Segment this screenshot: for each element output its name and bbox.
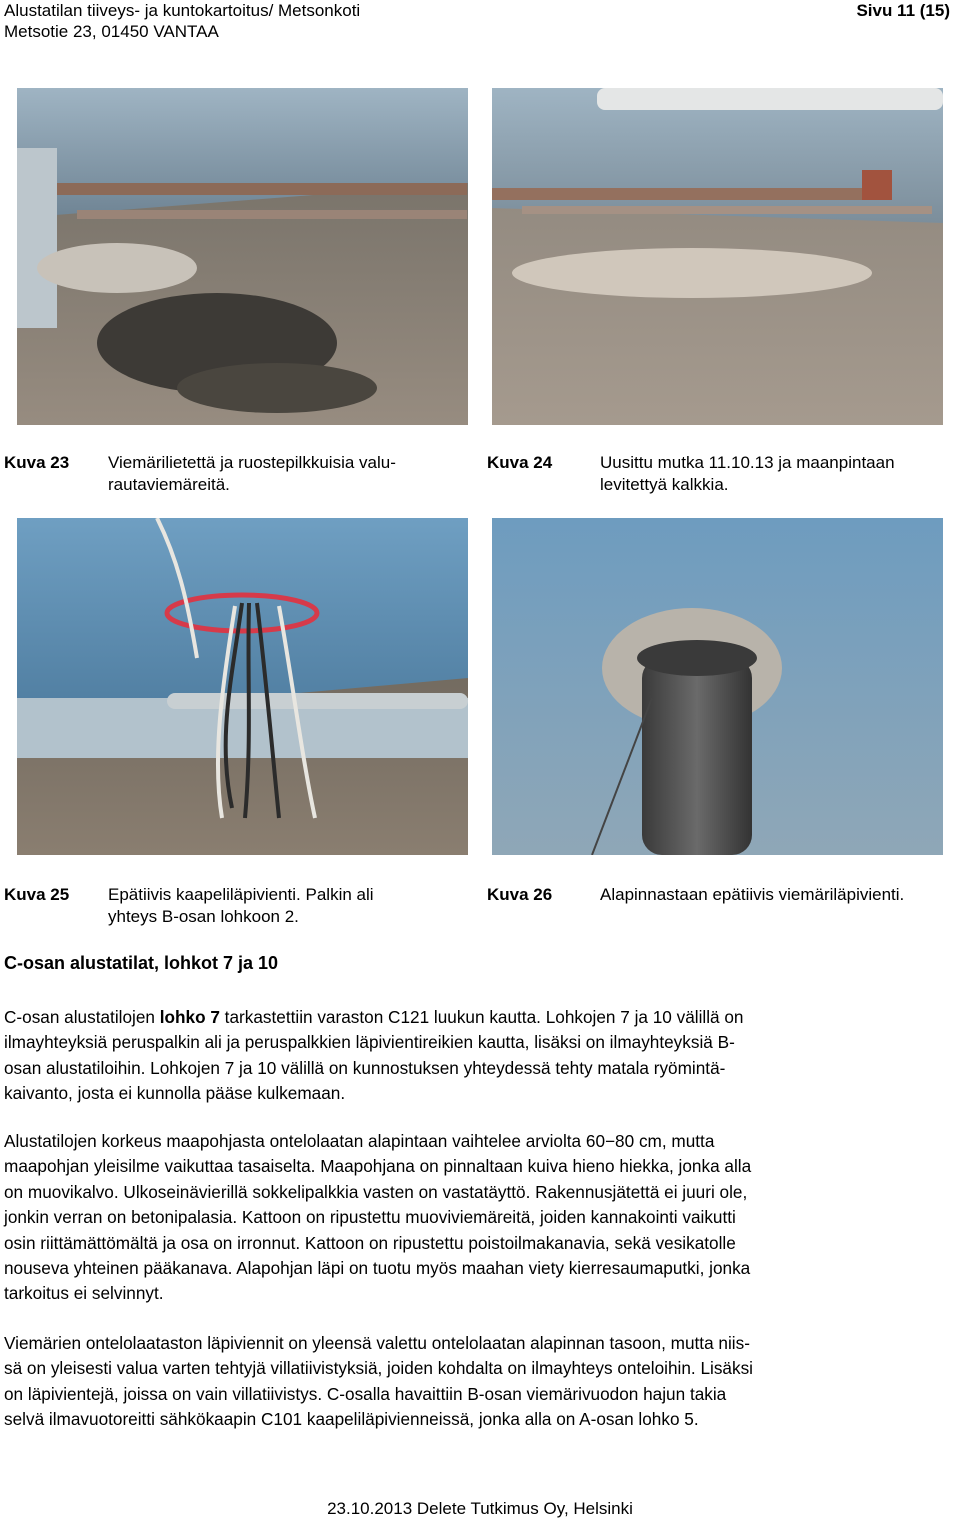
paragraph-line: Alustatilojen korkeus maapohjasta ontelolaatan alapintaan vaihtelee arviolta 60−80 cm, mutta: [4, 1131, 715, 1151]
paragraph-line: Viemärien ontelolaataston läpiviennit on yleensä valettu ontelolaatan alapinnan tasoon, mutta niis-: [4, 1333, 750, 1353]
caption-text-kuva-24: Uusittu mutka 11.10.13 ja maanpintaan levitettyä kalkkia.: [600, 453, 895, 494]
section-title: C-osan alustatilat, lohkot 7 ja 10: [4, 953, 279, 973]
caption-label-kuva-23: Kuva 23: [4, 453, 70, 472]
photo-kuva-25: [17, 518, 468, 855]
header-title: Alustatilan tiiveys- ja kuntokartoitus/ Metsonkoti: [4, 1, 361, 20]
header-address: Metsotie 23, 01450 VANTAA: [4, 22, 219, 41]
paragraph-line: tarkoitus ei selvinnyt.: [4, 1283, 164, 1304]
paragraph-line: jonkin verran on betonipalasia. Kattoon on ripustettu muoviviemäreitä, joiden kannakointi vaikutti: [4, 1207, 736, 1228]
paragraph-line: C-osan alustatilojen lohko 7 tarkastettiin varaston C121 luukun kautta. Lohkojen 7 ja 10 välillä on: [4, 1007, 744, 1027]
caption-label-kuva-26: Kuva 26: [487, 885, 553, 904]
photo-kuva-26: [492, 518, 943, 855]
page-number: Sivu 11 (15): [856, 1, 950, 20]
paragraph-line: on muovikalvo. Ulkoseinävierillä sokkelipalkkia vasten on vastatäyttö. Rakennusjätettä ei juuri ole,: [4, 1181, 748, 1202]
caption-label-kuva-25: Kuva 25: [4, 885, 70, 904]
paragraph-line: on läpivientejä, joissa on vain villatiivistys. C-osalla havaittiin B-osan viemärivuodon hajun takia: [4, 1383, 727, 1404]
paragraph-line: kaivanto, josta ei kunnolla pääse kulkemaan.: [4, 1083, 346, 1104]
paragraph-line: sä on yleisesti valua varten tehtyjä villatiivistyksiä, joiden kohdalta on ilmayhteys onteloihin. Lisäksi: [4, 1358, 753, 1379]
caption-text-kuva-26: Alapinnastaan epätiivis viemäriläpivienti.: [600, 885, 905, 904]
paragraph-line: maapohjan yleisilme vaikuttaa tasaiselta. Maapohjana on pinnaltaan kuiva hieno hiekka, jonka alla: [4, 1156, 752, 1177]
paragraph-line: osan alustatiloihin. Lohkojen 7 ja 10 välillä on kunnostuksen yhteydessä tehty matala ryömintä-: [4, 1057, 726, 1078]
caption-text-kuva-23: Viemärilietettä ja ruostepilkkuisia valu- rautaviemäreitä.: [108, 453, 396, 494]
paragraph-1: [4, 1005, 956, 1107]
paragraph-line: nouseva yhteinen pääkanava. Alapohjan läpi on tuotu myös maahan viety kierresaumaputki, jonka: [4, 1258, 751, 1279]
photo-kuva-24: [492, 88, 943, 425]
paragraph-line: osin riittämättömältä ja osa on irronnut. Kattoon on ripustettu poistoilmakanavia, sekä vesikatolle: [4, 1232, 736, 1253]
caption-label-kuva-24: Kuva 24: [487, 453, 553, 472]
document-header: [4, 0, 360, 42]
caption-text-kuva-25: Epätiivis kaapeliläpivienti. Palkin ali yhteys B-osan lohkoon 2.: [108, 885, 374, 926]
paragraph-3: [4, 1331, 956, 1433]
paragraph-2: [4, 1129, 956, 1307]
paragraph-line: selvä ilmavuotoreitti sähkökaapin C101 kaapeliläpivienneissä, jonka alla on A-osan lohko 5.: [4, 1409, 699, 1430]
page-footer: 23.10.2013 Delete Tutkimus Oy, Helsinki: [327, 1499, 633, 1518]
paragraph-line: ilmayhteyksiä peruspalkin ali ja peruspalkkien läpivientireikien kautta, lisäksi on ilmayhteyksiä B-: [4, 1032, 735, 1053]
photo-kuva-23: [17, 88, 468, 425]
